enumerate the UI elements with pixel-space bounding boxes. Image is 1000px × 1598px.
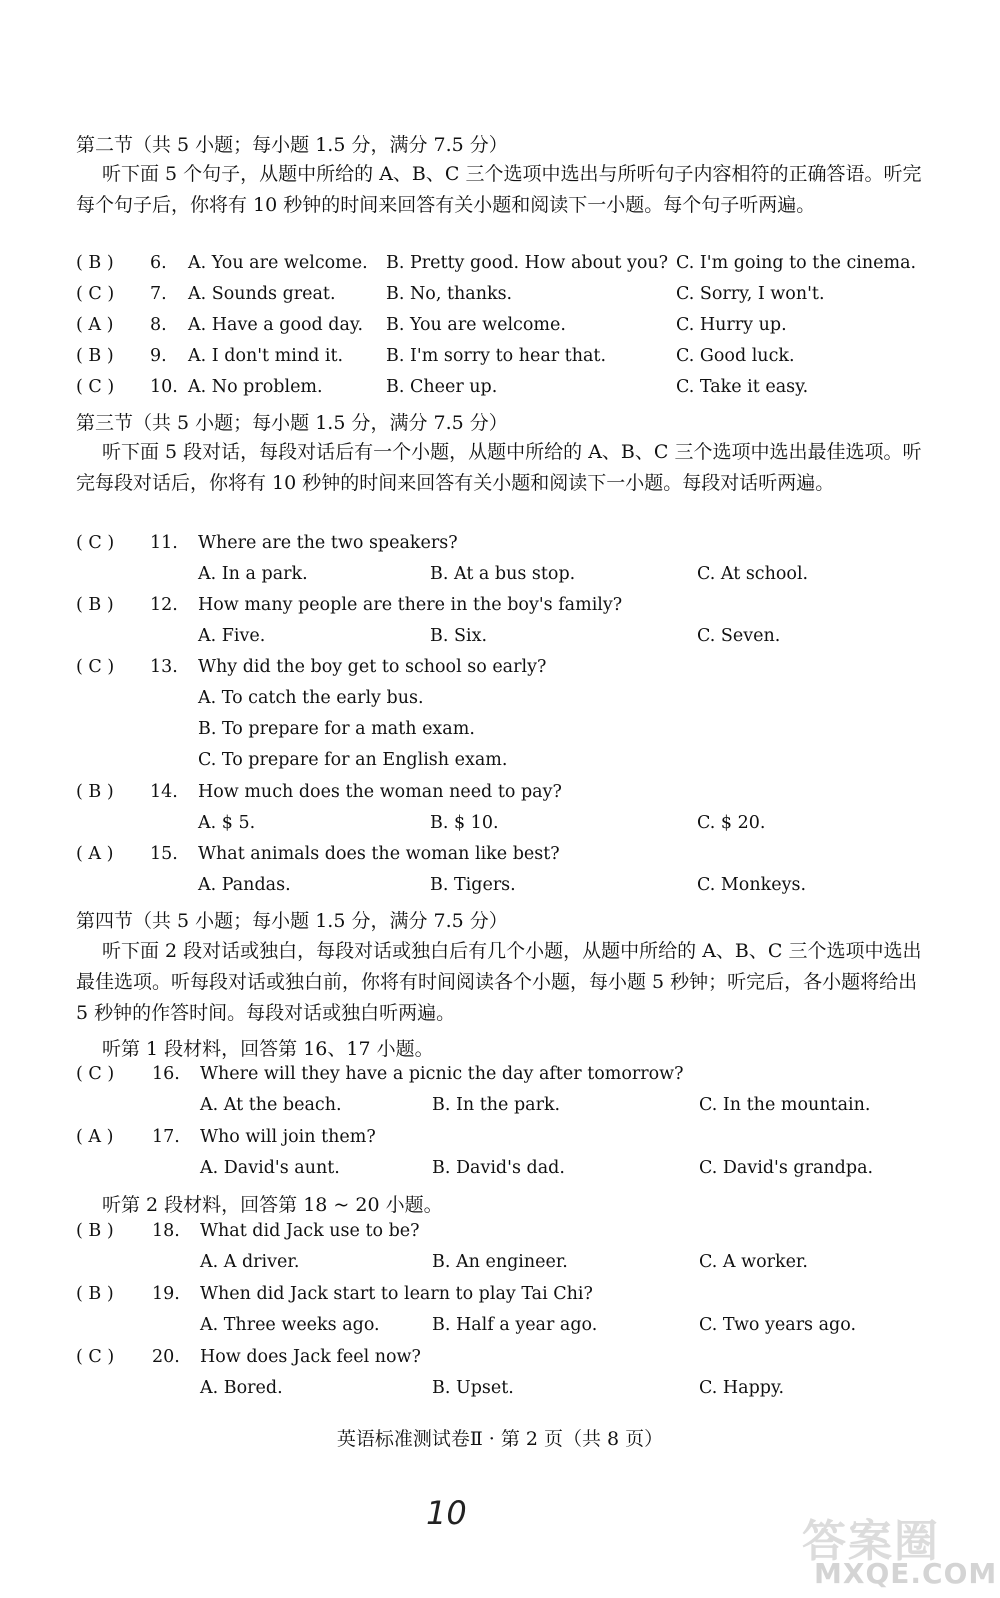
material2-label: 听第 2 段材料，回答第 18 ~ 20 小题。 xyxy=(102,1194,443,1216)
option-a: A. No problem. xyxy=(188,377,323,397)
question-row xyxy=(0,315,1000,346)
option-b: B. I'm sorry to hear that. xyxy=(386,346,607,366)
question-text: When did Jack start to learn to play Tai Chi? xyxy=(200,1284,593,1304)
question-number: 18. xyxy=(152,1221,180,1241)
option-a: A. Pandas. xyxy=(198,875,291,895)
question-number: 16. xyxy=(152,1064,180,1084)
option-c: C. David's grandpa. xyxy=(699,1158,874,1178)
question-row xyxy=(0,1347,1000,1378)
option-c: C. Take it easy. xyxy=(676,377,809,397)
answer-mark: ( B ) xyxy=(76,1284,114,1304)
option-a: A. A driver. xyxy=(200,1252,300,1272)
options-row xyxy=(0,1315,1000,1346)
question-row xyxy=(0,595,1000,626)
question-number: 17. xyxy=(152,1127,180,1147)
option-a: A. To catch the early bus. xyxy=(198,688,424,708)
options-row xyxy=(0,626,1000,657)
question-text: What animals does the woman like best? xyxy=(198,844,560,864)
question-number: 10. xyxy=(150,377,178,397)
option-a: A. You are welcome. xyxy=(188,253,368,273)
answer-mark: ( B ) xyxy=(76,782,114,802)
answer-mark: ( C ) xyxy=(76,1064,115,1084)
option-c: C. Hurry up. xyxy=(676,315,787,335)
question-text: What did Jack use to be? xyxy=(200,1221,420,1241)
answer-mark: ( C ) xyxy=(76,377,115,397)
option-c: C. $ 20. xyxy=(697,813,766,833)
question-text: How many people are there in the boy's family? xyxy=(198,595,623,615)
option-a: A. Bored. xyxy=(200,1378,283,1398)
answer-mark: ( C ) xyxy=(76,1347,115,1367)
question-text: Where are the two speakers? xyxy=(198,533,458,553)
option-b: B. In the park. xyxy=(432,1095,561,1115)
question-row xyxy=(0,533,1000,564)
option-b: B. Pretty good. How about you? xyxy=(386,253,669,273)
answer-mark: ( A ) xyxy=(76,315,114,335)
options-row xyxy=(0,564,1000,595)
question-number: 6. xyxy=(150,253,167,273)
options-row xyxy=(0,719,1000,750)
option-b: B. An engineer. xyxy=(432,1252,568,1272)
option-b: B. To prepare for a math exam. xyxy=(198,719,475,739)
option-a: A. Sounds great. xyxy=(188,284,336,304)
question-row xyxy=(0,253,1000,284)
options-row xyxy=(0,1158,1000,1189)
question-text: How does Jack feel now? xyxy=(200,1347,421,1367)
option-a: A. In a park. xyxy=(198,564,308,584)
question-number: 20. xyxy=(152,1347,180,1367)
question-row xyxy=(0,844,1000,875)
option-c: C. Two years ago. xyxy=(699,1315,857,1335)
watermark-logo xyxy=(782,1505,998,1595)
question-number: 14. xyxy=(150,782,178,802)
section2-instructions: 听下面 5 个句子，从题中所给的 A、B、C 三个选项中选出与所听句子内容相符的正确答语。听完每个句子后，你将有 10 秒钟的时间来回答有关小题和阅读下一小题。每个句子听两遍。 xyxy=(76,163,922,216)
question-text: How much does the woman need to pay? xyxy=(198,782,562,802)
question-number: 12. xyxy=(150,595,178,615)
answer-mark: ( A ) xyxy=(76,844,114,864)
question-row xyxy=(0,657,1000,688)
option-c: C. Seven. xyxy=(697,626,781,646)
option-b: B. Tigers. xyxy=(430,875,516,895)
watermark-url: MXQE.COM xyxy=(814,1557,998,1590)
question-text: Where will they have a picnic the day after tomorrow? xyxy=(200,1064,684,1084)
question-row xyxy=(0,284,1000,315)
question-text: Why did the boy get to school so early? xyxy=(198,657,547,677)
option-b: B. Half a year ago. xyxy=(432,1315,598,1335)
options-row xyxy=(0,813,1000,844)
material1-label: 听第 1 段材料，回答第 16、17 小题。 xyxy=(102,1038,434,1060)
option-a: A. At the beach. xyxy=(200,1095,342,1115)
question-row xyxy=(0,782,1000,813)
option-b: B. David's dad. xyxy=(432,1158,565,1178)
option-c: C. At school. xyxy=(697,564,809,584)
option-c: C. Good luck. xyxy=(676,346,795,366)
answer-mark: ( C ) xyxy=(76,533,115,553)
option-b: B. No, thanks. xyxy=(386,284,513,304)
question-number: 15. xyxy=(150,844,178,864)
question-number: 13. xyxy=(150,657,178,677)
option-c: C. Sorry, I won't. xyxy=(676,284,825,304)
option-c: C. Monkeys. xyxy=(697,875,807,895)
option-c: C. Happy. xyxy=(699,1378,785,1398)
option-a: A. Three weeks ago. xyxy=(200,1315,380,1335)
options-row xyxy=(0,750,1000,781)
question-text: Who will join them? xyxy=(200,1127,376,1147)
answer-mark: ( B ) xyxy=(76,1221,114,1241)
answer-mark: ( B ) xyxy=(76,253,114,273)
options-row xyxy=(0,688,1000,719)
options-row xyxy=(0,1252,1000,1283)
option-a: A. Have a good day. xyxy=(188,315,364,335)
question-row xyxy=(0,1221,1000,1252)
answer-mark: ( B ) xyxy=(76,346,114,366)
option-b: B. At a bus stop. xyxy=(430,564,576,584)
question-number: 11. xyxy=(150,533,178,553)
section3-instructions: 听下面 5 段对话，每段对话后有一个小题，从题中所给的 A、B、C 三个选项中选出最佳选项。听完每段对话后，你将有 10 秒钟的时间来回答有关小题和阅读下一小题。每段对话听两遍。 xyxy=(76,441,922,494)
option-a: A. David's aunt. xyxy=(200,1158,340,1178)
section2-heading: 第二节（共 5 小题；每小题 1.5 分，满分 7.5 分） xyxy=(76,134,508,156)
handwritten-page-number: 10 xyxy=(426,1494,467,1532)
question-number: 8. xyxy=(150,315,167,335)
option-a: A. Five. xyxy=(198,626,266,646)
answer-mark: ( C ) xyxy=(76,284,115,304)
option-b: B. $ 10. xyxy=(430,813,499,833)
section3-heading: 第三节（共 5 小题；每小题 1.5 分，满分 7.5 分） xyxy=(76,412,508,434)
question-row xyxy=(0,346,1000,377)
answer-mark: ( A ) xyxy=(76,1127,114,1147)
option-c: C. In the mountain. xyxy=(699,1095,871,1115)
option-a: A. I don't mind it. xyxy=(188,346,344,366)
option-b: B. Six. xyxy=(430,626,488,646)
option-c: C. A worker. xyxy=(699,1252,808,1272)
option-a: A. $ 5. xyxy=(198,813,256,833)
options-row xyxy=(0,1378,1000,1409)
question-number: 7. xyxy=(150,284,167,304)
option-b: B. Upset. xyxy=(432,1378,514,1398)
answer-mark: ( C ) xyxy=(76,657,115,677)
answer-mark: ( B ) xyxy=(76,595,114,615)
section4-instructions: 听下面 2 段对话或独白，每段对话或独白后有几个小题，从题中所给的 A、B、C 三个选项中选出最佳选项。听每段对话或独白前，你将有时间阅读各个小题，每小题 5 秒钟；听完后，各小题将给出 5 秒钟的作答时间。每段对话或独白听两遍。 xyxy=(76,940,922,1024)
question-row xyxy=(0,1284,1000,1315)
question-number: 19. xyxy=(152,1284,180,1304)
options-row xyxy=(0,1095,1000,1126)
question-number: 9. xyxy=(150,346,167,366)
question-row xyxy=(0,1127,1000,1158)
option-b: B. You are welcome. xyxy=(386,315,566,335)
options-row xyxy=(0,875,1000,906)
option-b: B. Cheer up. xyxy=(386,377,498,397)
option-c: C. To prepare for an English exam. xyxy=(198,750,508,770)
question-row xyxy=(0,377,1000,408)
page-footer: 英语标准测试卷Ⅱ · 第 2 页（共 8 页） xyxy=(336,1428,664,1450)
watermark-logo-text: 答案圈 xyxy=(802,1516,940,1567)
question-row xyxy=(0,1064,1000,1095)
section4-heading: 第四节（共 5 小题；每小题 1.5 分，满分 7.5 分） xyxy=(76,910,508,932)
option-c: C. I'm going to the cinema. xyxy=(676,253,917,273)
